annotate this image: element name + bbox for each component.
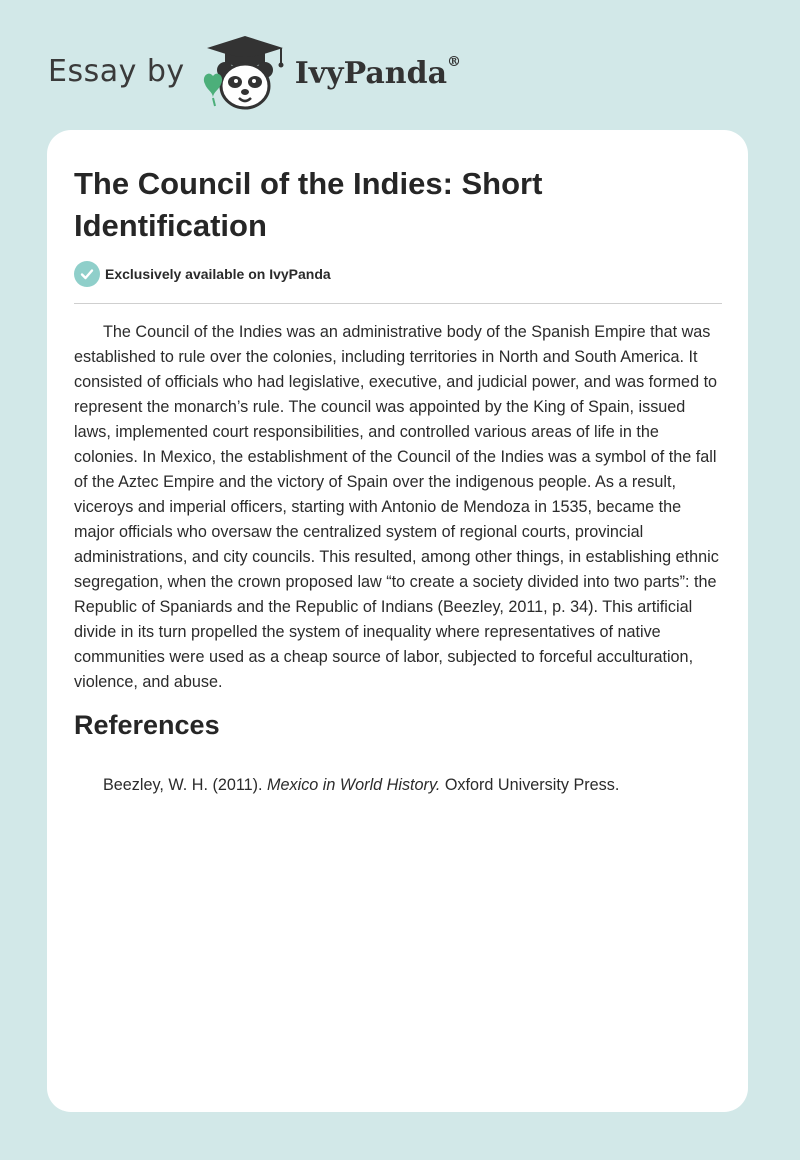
exclusive-badge xyxy=(74,261,331,287)
essay-card xyxy=(47,130,748,1112)
reference-entry xyxy=(103,773,619,798)
reference-publisher: Oxford University Press. xyxy=(440,776,620,794)
essay-paragraph: The Council of the Indies was an administrative body of the Spanish Empire that was established to rule over the colonies, including territories in North and South America. It consisted of officials who had legislative, executive, and judicial power, and was formed to represent the monarch’s rule. The council was appointed by the King of Spain, issued laws, implemented court responsibilities, and controlled various areas of life in the colonies. In Mexico, the establishment of the Council of the Indies was a symbol of the fall of the Aztec Empire and the victory of Spain over the indigenous people. As a result, viceroys and imperial officers, starting with Antonio de Mendoza in 1535, became the major officials who oversaw the centralized system of regional courts, provincial administrations, and city councils. This resulted, among other things, in establishing ethnic segregation, when the crown proposed law “to create a society divided into two parts”: the Republic of Spaniards and the Republic of Indians (Beezley, 2011, p. 34). This artificial divide in its turn propelled the system of inequality where representatives of native communities were used as a cheap source of labor, subjected to forceful acculturation, violence, and abuse. xyxy=(74,323,719,691)
site-header xyxy=(48,34,528,114)
reference-author: Beezley, W. H. (2011). xyxy=(103,776,268,794)
divider xyxy=(74,303,722,304)
check-circle-icon xyxy=(74,261,100,287)
brand-name: IvyPanda® xyxy=(294,53,462,91)
reference-title: Mexico in World History. xyxy=(267,776,441,794)
essay-by-label: Essay by xyxy=(48,53,185,89)
registered-mark: ® xyxy=(447,53,462,70)
page-title: The Council of the Indies: Short Identification xyxy=(74,166,543,243)
references-heading: References xyxy=(74,710,220,740)
badge-label: Exclusively available on IvyPanda xyxy=(105,266,331,282)
panda-graduate-logo-icon xyxy=(199,34,291,114)
